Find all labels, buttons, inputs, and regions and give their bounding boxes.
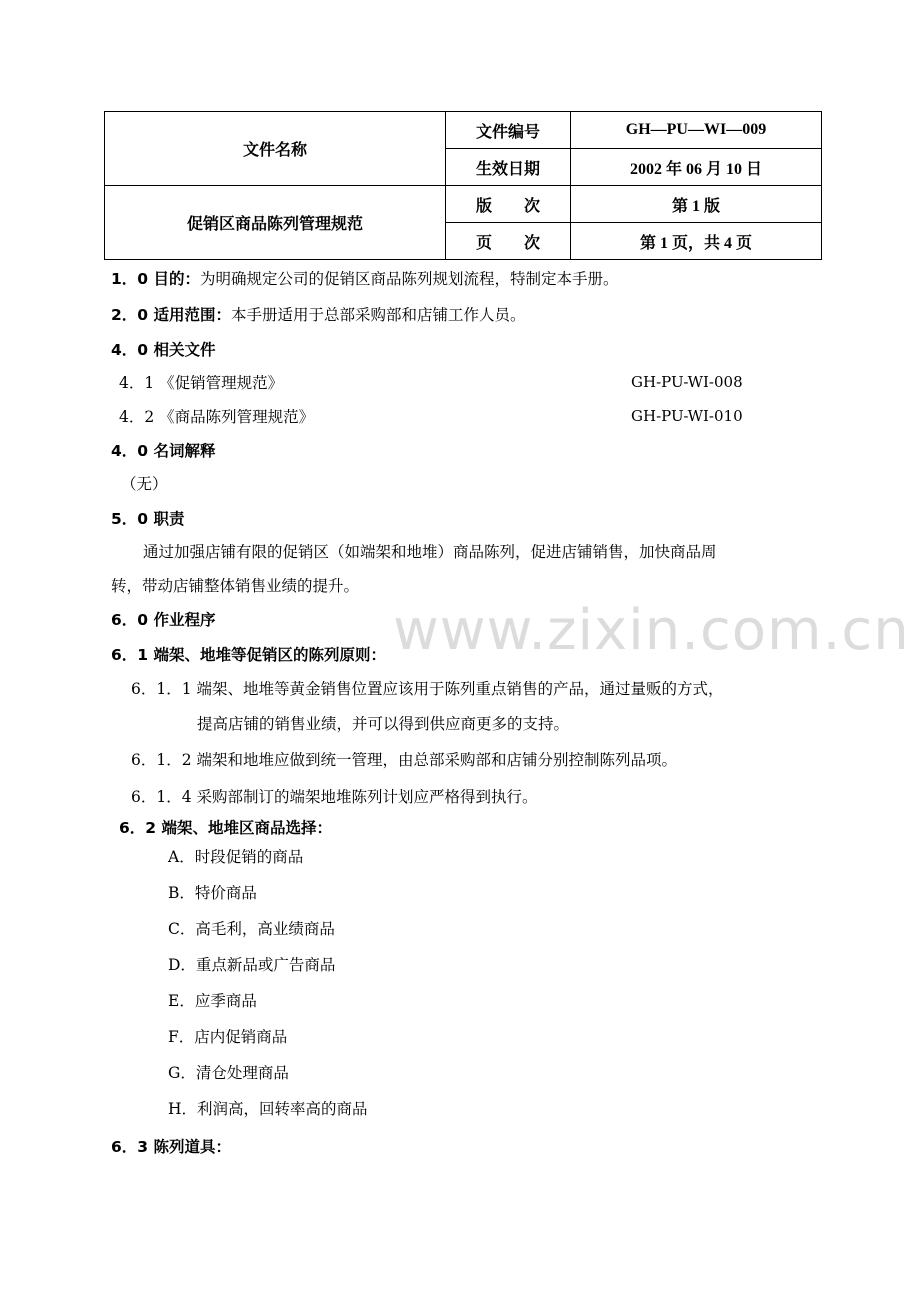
watermark: www.zixin.com.cn (393, 598, 910, 663)
doc-name-label: 文件名称 (105, 112, 446, 186)
section-related-docs-heading: 4．0 相关文件 (111, 341, 216, 359)
doc-title: 促销区商品陈列管理规范 (105, 186, 446, 260)
doc-no-label: 文件编号 (446, 112, 571, 149)
section-procedure-heading: 6．0 作业程序 (111, 611, 216, 629)
doc-no-value: GH—PU—WI—009 (571, 112, 822, 149)
section-purpose (111, 269, 618, 289)
selection-item: C．高毛利，高业绩商品 (168, 920, 335, 938)
related-doc-code: GH-PU-WI-010 (631, 407, 743, 425)
section-glossary-text: （无） (121, 475, 168, 493)
section-scope (111, 305, 525, 325)
selection-item: E．应季商品 (168, 992, 257, 1010)
principle-item: 6．1．1 端架、地堆等黄金销售位置应该用于陈列重点销售的产品，通过量贩的方式， (131, 680, 724, 698)
subsection-fixtures-heading: 6．3 陈列道具： (111, 1138, 231, 1156)
section-scope-text: 本手册适用于总部采购部和店铺工作人员。 (230, 306, 526, 324)
selection-item: G．清仓处理商品 (168, 1064, 289, 1082)
section-duties-line: 通过加强店铺有限的促销区（如端架和地堆）商品陈列，促进店铺销售，加快商品周 (143, 543, 717, 561)
principle-item: 6．1．4 采购部制订的端架地堆陈列计划应严格得到执行。 (131, 788, 538, 806)
version-value: 第 1 版 (571, 186, 822, 223)
selection-item: F．店内促销商品 (168, 1028, 288, 1046)
section-purpose-text: 为明确规定公司的促销区商品陈列规划流程，特制定本手册。 (199, 270, 619, 288)
page-value: 第 1 页，共 4 页 (571, 223, 822, 260)
subsection-selection-heading: 6．2 端架、地堆区商品选择： (119, 819, 332, 837)
effective-date-value: 2002 年 06 月 10 日 (571, 149, 822, 186)
page-label: 页 次 (446, 223, 571, 260)
section-scope-label: 2．0 适用范围： (111, 306, 231, 324)
principle-item: 6．1．2 端架和地堆应做到统一管理，由总部采购部和店铺分别控制陈列品项。 (131, 751, 678, 769)
related-doc-item: 4．2 《商品陈列管理规范》 (119, 408, 315, 426)
section-duties-heading: 5．0 职责 (111, 510, 185, 528)
related-doc-item: 4．1 《促销管理规范》 (119, 374, 284, 392)
selection-item: D．重点新品或广告商品 (168, 956, 336, 974)
subsection-principles-heading: 6．1 端架、地堆等促销区的陈列原则： (111, 646, 386, 664)
section-glossary-heading: 4．0 名词解释 (111, 442, 216, 460)
principle-item-continued: 提高店铺的销售业绩，并可以得到供应商更多的支持。 (197, 715, 570, 733)
document-header-table (104, 111, 822, 260)
selection-item: B．特价商品 (168, 884, 257, 902)
selection-item: H．利润高，回转率高的商品 (168, 1100, 368, 1118)
section-purpose-label: 1．0 目的： (111, 270, 200, 288)
related-doc-code: GH-PU-WI-008 (631, 373, 743, 391)
effective-date-label: 生效日期 (446, 149, 571, 186)
section-duties-line: 转，带动店铺整体销售业绩的提升。 (111, 577, 360, 595)
selection-item: A．时段促销的商品 (168, 848, 304, 866)
version-label: 版 次 (446, 186, 571, 223)
